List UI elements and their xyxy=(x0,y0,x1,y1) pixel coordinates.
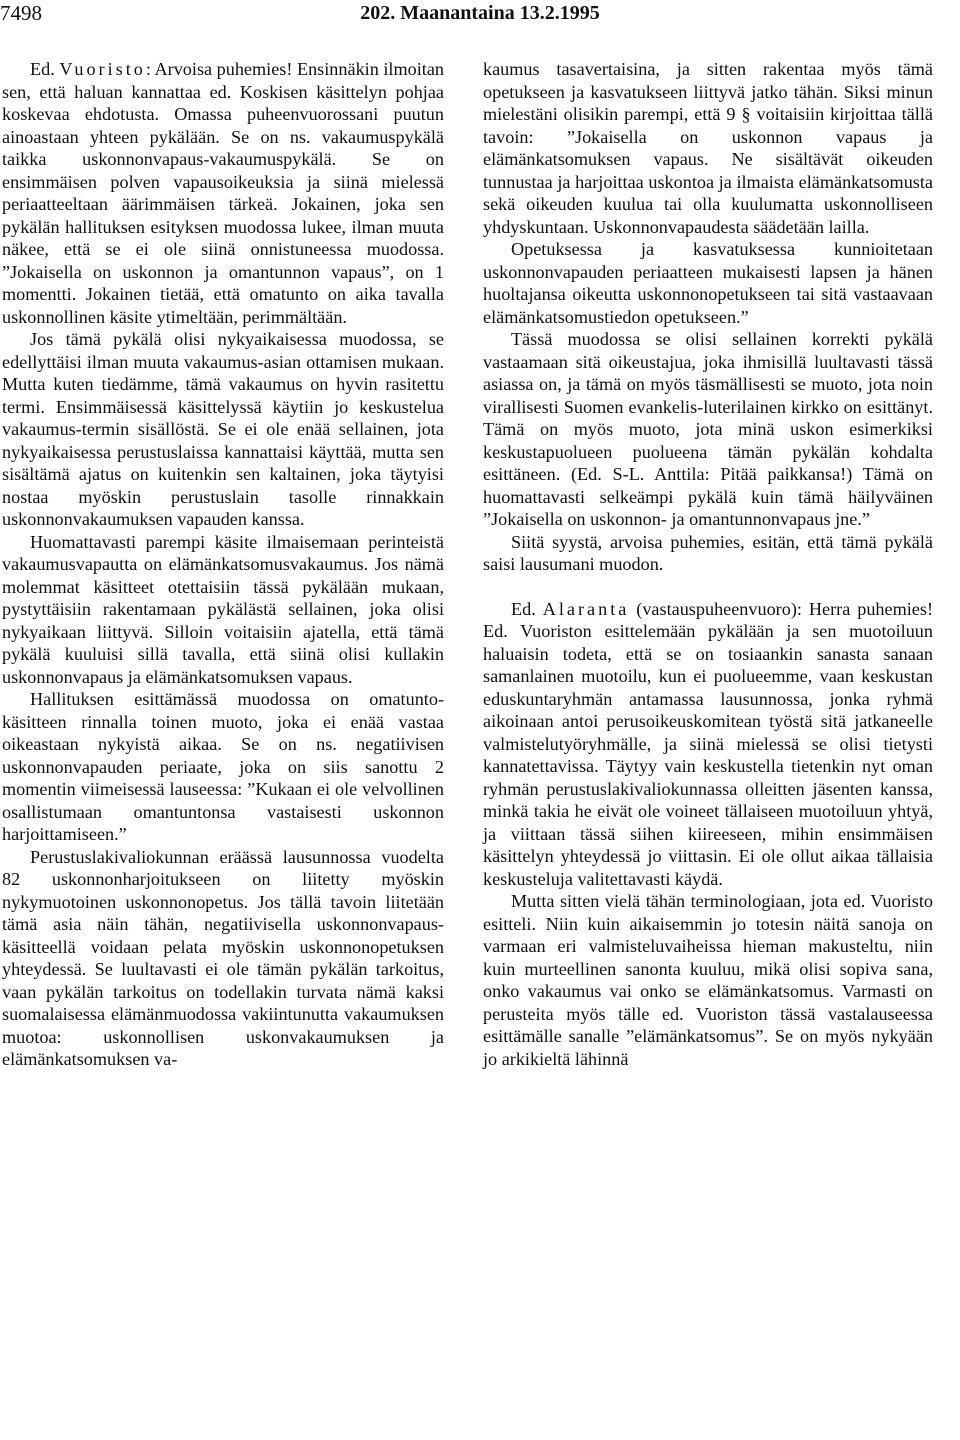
paragraph xyxy=(483,598,933,891)
speaker-prefix: Ed. xyxy=(30,59,55,79)
paragraph-text: (vastauspuheenvuoro): Herra puhemies! Ed. Vuoriston esittelemään pykälään ja sen muotoiluun haluaisin todeta, että se on tosiaankin sanasta sanaan samanlainen muotoilu, kun ei puolueemme, vaan keskustan eduskuntaryhmän antamassa lausunnossa, jonka ryhmä aikoinaan antoi perusoikeuskomitean työstä sitä jatkaneelle valmistelutyöryhmälle, ja siinä mielessä se olisi tietysti kannatettavissa. Täytyy vain keskustella tietenkin nyt oman ryhmän perustuslakivaliokunnassa olleitten jäsenten kanssa, minkä takia he eivät ole voineet tällaiseen muotoiluun yhtyä, ja viittaan tässä siihen kiireeseen, mihin ensimmäisen käsittelyn yhteydessä jo viittasin. Ei ole ollut aikaa tällaisia keskusteluja valitettavasti käydä. xyxy=(483,598,933,889)
paragraph xyxy=(2,58,444,328)
paragraph: Tässä muodossa se olisi sellainen korrekti pykälä vastaamaan sitä oikeustajua, joka ihmisillä luultavasti tässä asiassa on, ja tämä on myös täsmällisesti se muoto, jota noin virallisesti Suomen evankelis-luterilainen kirkko on esittänyt. Tämä on myös muoto, jota minä uskon esimerkiksi keskustapuolueen puolueena tämän pykälän kohdalta esittäneen. (Ed. S-L. Anttila: Pitää paikkansa!) Tämä on huomattavasti selkeämpi pykälä kuin tämä häilyväinen ”Jokaisella on uskonnon- ja omantunnonvapaus jne.” xyxy=(483,329,933,529)
page-number: 7498 xyxy=(0,1,42,25)
paragraph: Hallituksen esittämässä muodossa on omatunto-käsitteen rinnalla toinen muoto, joka ei enää vastaa oikeastaan nykyistä aikaa. Se on ns. negatiivisen uskonnonvapauden periaate, joka on siis sanottu 2 momentin viimeisessä lauseessa: ”Kukaan ei ole velvollinen osallistumaan omantuntonsa vastaisesti uskonnon harjoittamiseen.” xyxy=(2,689,444,844)
paragraph: Jos tämä pykälä olisi nykyaikaisessa muodossa, se edellyttäisi ilman muuta vakaumus-asian ottamisen mukaan. Mutta kuten tiedämme, tämä vakaumus on hyvin rasitettu termi. Ensimmäisessä käsittelyssä käytiin jo keskustelua vakaumus-termin sisällöstä. Se ei ole enää sellainen, jota nykyaikaisessa perustuslaissa kannattaisi käyttää, mutta sen sisältämä ajatus on kuitenkin sen kaltainen, joka täytyisi nostaa myöskin perustuslain tasolle rinnakkain uskonnonvakaumuksen vapauden kanssa. xyxy=(2,329,444,529)
right-column xyxy=(483,58,933,1070)
paragraph: Opetuksessa ja kasvatuksessa kunnioitetaan uskonnonvapauden periaatteen mukaisesti lapsen ja hänen huoltajansa oikeutta uskonnonopetukseen tai sitä vastaavaan elämänkatsomustiedon opetukseen.” xyxy=(483,239,933,327)
paragraph: Mutta sitten vielä tähän terminologiaan, jota ed. Vuoristo esitteli. Niin kuin aikaisemmin jo totesin näitä sanoja on varmaan eri valmisteluvaiheissa hieman makusteltu, niin kuin murteellinen sanonta kuuluu, mikä olisi sopiva sana, onko vakaumus vai onko se elämänkatsomus. Varmasti on perusteita myös tälle ed. Vuoriston tässä vastalauseessa esittämälle sanalle ”elämänkatsomus”. Se on myös nykyään jo arkikieltä lähinnä xyxy=(483,891,933,1069)
paragraph: kaumus tasavertaisina, ja sitten rakentaa myös tämä opetukseen ja kasvatukseen liittyvä jatko tähän. Siksi minun mielestäni olisikin parempi, että 9 § voitaisiin kirjoittaa tällä tavoin: ”Jokaisella on uskonnon vapaus ja elämänkatsomuksen vapaus. Ne sisältävät oikeuden tunnustaa ja harjoittaa uskontoa ja ilmaista elämänkatsomusta sekä oikeuden kuulua tai olla kuulumatta uskonnolliseen yhdyskuntaan. Uskonnonvapaudesta säädetään lailla. xyxy=(483,59,933,237)
left-column xyxy=(2,58,444,1071)
speaker-name: Vuoristo xyxy=(59,59,146,79)
paragraph: Huomattavasti parempi käsite ilmaisemaan perinteistä vakaumusvapautta on elämänkatsomusvakaumus. Jos nämä molemmat käsitteet otettaisiin tässä pykälään mukaan, pystyttäisiin rakentamaan pykälästä sellainen, joka olisi nykyaikaan liittyvä. Silloin voitaisiin ajatella, että tämä pykälä kuuluisi sillä tavalla, että siinä olisi kullakin uskonnonvapaus ja elämänkatsomuksen vapaus. xyxy=(2,531,444,687)
speaker-prefix: Ed. xyxy=(511,598,536,619)
speaker-name: Alaranta xyxy=(542,598,630,619)
paragraph: Perustuslakivaliokunnan eräässä lausunnossa vuodelta 82 uskonnonharjoitukseen on liitetty myöskin nykymuotoinen uskonnonopetus. Jos tällä tavoin liitetään tämä asia näin tähän, negatiivisella uskonnonvapaus-käsitteellä voidaan pelata myöskin uskonnonopetuksen yhteydessä. Se luultavasti ei ole tämän pykälän tarkoitus, vaan pykälän tarkoitus on todellakin turvata nämä kaksi suomalaisessa elämänmuodossa vakiintunutta vakaumuksen muotoa: uskonnollisen uskonvakaumuksen ja elämänkatsomuksen va- xyxy=(2,846,444,1069)
running-head: 202. Maanantaina 13.2.1995 xyxy=(360,2,600,24)
paragraph: Siitä syystä, arvoisa puhemies, esitän, että tämä pykälä saisi lausumani muodon. xyxy=(483,531,933,574)
paragraph-text: : Arvoisa puhemies! Ensinnäkin ilmoitan sen, että haluan kannattaa ed. Koskisen käsittelyn pohjaa koskevaa ehdotusta. Omassa puheenvuorossani puutun ainoastaan yhteen pykälään. Se on ns. vakaumuspykälä taikka uskonnonvapaus-vakaumuspykälä. Se on ensimmäisen polven vapausoikeuksia ja siinä mielessä periaatteeltaan äärimmäisen tärkeä. Jokainen, joka sen pykälän hallituksen esityksen muodossa lukee, ilman muuta näkee, että se ei ole siinä onnistuneessa muodossa. ”Jokaisella on uskonnon ja omantunnon vapaus”, on 1 momentti. Jokainen tietää, että omatunto on aika tavalla uskonnollinen käsite ytimeltään, perimmältään. xyxy=(2,59,444,327)
